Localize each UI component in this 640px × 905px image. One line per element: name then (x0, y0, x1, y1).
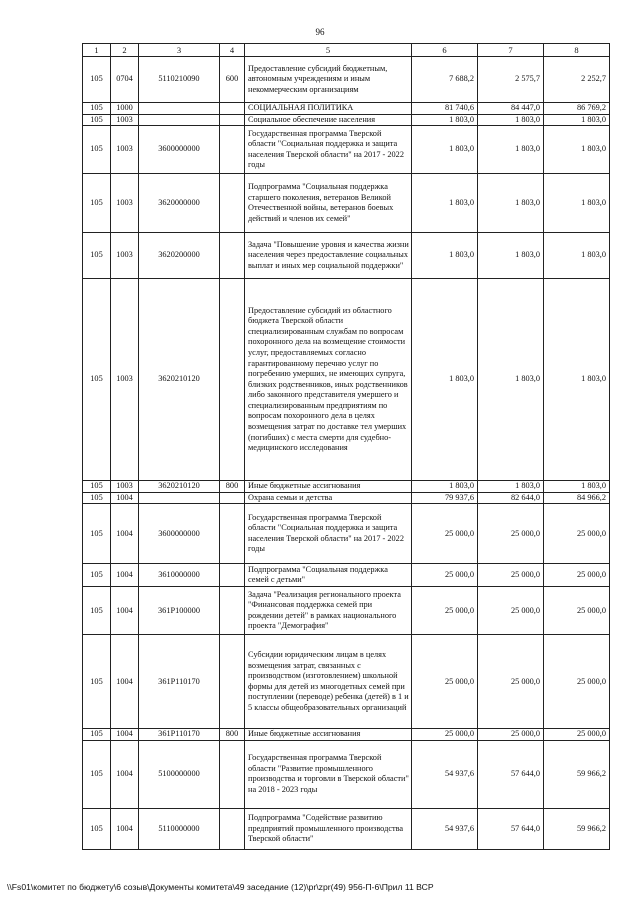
row-cell-c1: 105 (83, 492, 111, 504)
row-cell-c3 (139, 492, 220, 504)
table-row (83, 279, 610, 481)
row-cell-c4 (220, 504, 245, 564)
row-cell-v6: 25 000,0 (412, 504, 478, 564)
row-cell-c4 (220, 587, 245, 635)
row-cell-v6: 25 000,0 (412, 729, 478, 741)
row-cell-c3: 3620210120 (139, 279, 220, 481)
row-name-cell: Иные бюджетные ассигнования (245, 481, 412, 493)
row-cell-c4 (220, 233, 245, 279)
row-cell-v8: 1 803,0 (544, 126, 610, 174)
row-cell-c1: 105 (83, 808, 111, 849)
row-cell-c3 (139, 114, 220, 126)
row-cell-c2: 1004 (111, 808, 139, 849)
table-row (83, 481, 610, 493)
row-cell-c2: 1003 (111, 126, 139, 174)
row-cell-c1: 105 (83, 174, 111, 233)
row-cell-c2: 1003 (111, 114, 139, 126)
row-cell-v7: 57 644,0 (478, 808, 544, 849)
column-header: 7 (478, 44, 544, 57)
row-cell-v6: 54 937,6 (412, 740, 478, 808)
row-cell-v7: 2 575,7 (478, 57, 544, 103)
row-cell-c1: 105 (83, 57, 111, 103)
column-header: 5 (245, 44, 412, 57)
row-cell-c4 (220, 174, 245, 233)
row-cell-c1: 105 (83, 279, 111, 481)
row-cell-v8: 25 000,0 (544, 729, 610, 741)
row-cell-v6: 1 803,0 (412, 481, 478, 493)
row-cell-v8: 1 803,0 (544, 279, 610, 481)
row-name-cell: Государственная программа Тверской области "Социальная поддержка и защита населения Тверской области" на 2017 - 2022 годы (245, 126, 412, 174)
row-cell-c4: 600 (220, 57, 245, 103)
row-cell-c4 (220, 114, 245, 126)
row-cell-c2: 1004 (111, 729, 139, 741)
table-row (83, 808, 610, 849)
row-cell-c1: 105 (83, 126, 111, 174)
row-name-cell: Государственная программа Тверской области "Развитие промышленного производства и торговли в Тверской области" на 2018 - 2023 годы (245, 740, 412, 808)
row-cell-c1: 105 (83, 481, 111, 493)
row-cell-c2: 1004 (111, 635, 139, 729)
row-cell-v8: 59 966,2 (544, 740, 610, 808)
row-cell-c4 (220, 103, 245, 115)
row-name-cell: Подпрограмма "Содействие развитию предприятий промышленного производства Тверской области" (245, 808, 412, 849)
table-row (83, 504, 610, 564)
row-name-cell: Охрана семьи и детства (245, 492, 412, 504)
row-cell-c3: 3620000000 (139, 174, 220, 233)
row-cell-v8: 25 000,0 (544, 587, 610, 635)
table-row (83, 492, 610, 504)
row-cell-v8: 25 000,0 (544, 504, 610, 564)
row-cell-c1: 105 (83, 114, 111, 126)
row-cell-v6: 54 937,6 (412, 808, 478, 849)
row-cell-c4: 800 (220, 729, 245, 741)
row-name-cell: Предоставление субсидий бюджетным, автономным учреждениям и иным некоммерческим организациям (245, 57, 412, 103)
row-cell-c2: 1003 (111, 279, 139, 481)
row-cell-v6: 1 803,0 (412, 174, 478, 233)
budget-table (82, 43, 610, 850)
row-name-cell: Государственная программа Тверской области "Социальная поддержка и защита населения Тверской области" на 2017 - 2022 годы (245, 504, 412, 564)
row-cell-c1: 105 (83, 564, 111, 587)
row-cell-c3: 361P110170 (139, 729, 220, 741)
row-cell-c2: 1004 (111, 504, 139, 564)
row-cell-v6: 25 000,0 (412, 564, 478, 587)
column-header: 1 (83, 44, 111, 57)
row-cell-v6: 7 688,2 (412, 57, 478, 103)
table-row (83, 729, 610, 741)
column-header: 8 (544, 44, 610, 57)
row-cell-v7: 25 000,0 (478, 504, 544, 564)
row-name-cell: Предоставление субсидий из областного бюджета Тверской области специализированным службам по вопросам похоронного дела на возмещение стоимости услуг, предоставляемых согласно гарантированному перечню услуг по погребению умерших, не имеющих супруга, близких родственников, иных родственников либо законного представителя умершего и специализированным предприятиям по вопросам похоронного дела в целях возмещения затрат по доставке тел умерших (погибших) с места смерти для судебно-медицинского исследования (245, 279, 412, 481)
row-cell-v6: 1 803,0 (412, 279, 478, 481)
row-cell-c4 (220, 126, 245, 174)
row-cell-c4 (220, 635, 245, 729)
row-cell-v8: 25 000,0 (544, 635, 610, 729)
row-cell-v6: 81 740,6 (412, 103, 478, 115)
column-header: 6 (412, 44, 478, 57)
row-cell-v7: 25 000,0 (478, 729, 544, 741)
column-header: 4 (220, 44, 245, 57)
row-cell-c2: 1004 (111, 492, 139, 504)
row-cell-v7: 1 803,0 (478, 279, 544, 481)
row-cell-v6: 25 000,0 (412, 587, 478, 635)
row-name-cell: СОЦИАЛЬНАЯ ПОЛИТИКА (245, 103, 412, 115)
page-number: 96 (315, 27, 325, 37)
row-cell-c3: 5100000000 (139, 740, 220, 808)
table-row (83, 57, 610, 103)
row-cell-v7: 25 000,0 (478, 587, 544, 635)
row-cell-v7: 1 803,0 (478, 481, 544, 493)
table-row (83, 740, 610, 808)
row-cell-v7: 1 803,0 (478, 126, 544, 174)
row-cell-c3: 3600000000 (139, 504, 220, 564)
row-cell-c1: 105 (83, 740, 111, 808)
table-row (83, 103, 610, 115)
row-cell-v8: 59 966,2 (544, 808, 610, 849)
table-row (83, 587, 610, 635)
row-cell-c1: 105 (83, 587, 111, 635)
row-name-cell: Подпрограмма "Социальная поддержка старшего поколения, ветеранов Великой Отечественной войны, ветеранов боевых действий и членов их семей" (245, 174, 412, 233)
row-cell-c3: 3620210120 (139, 481, 220, 493)
row-cell-c3: 5110210090 (139, 57, 220, 103)
table-row (83, 635, 610, 729)
row-cell-c1: 105 (83, 635, 111, 729)
row-cell-c2: 1003 (111, 233, 139, 279)
row-cell-c1: 105 (83, 504, 111, 564)
row-cell-c3: 5110000000 (139, 808, 220, 849)
row-cell-c3: 361P110170 (139, 635, 220, 729)
row-cell-v7: 1 803,0 (478, 174, 544, 233)
row-name-cell: Задача "Реализация регионального проекта "Финансовая поддержка семей при рождении детей" в рамках национального проекта "Демография" (245, 587, 412, 635)
table-row (83, 126, 610, 174)
row-cell-c4 (220, 808, 245, 849)
row-cell-v7: 82 644,0 (478, 492, 544, 504)
row-cell-c4 (220, 279, 245, 481)
table-header-row (83, 44, 610, 57)
row-cell-c3: 361P100000 (139, 587, 220, 635)
row-cell-c1: 105 (83, 233, 111, 279)
row-cell-v7: 25 000,0 (478, 635, 544, 729)
table-row (83, 233, 610, 279)
table-body (83, 44, 610, 850)
row-cell-c3: 3620200000 (139, 233, 220, 279)
row-cell-v8: 1 803,0 (544, 114, 610, 126)
row-cell-c4 (220, 492, 245, 504)
row-cell-c1: 105 (83, 103, 111, 115)
row-cell-c3 (139, 103, 220, 115)
row-cell-c2: 1000 (111, 103, 139, 115)
table-row (83, 114, 610, 126)
row-cell-v8: 25 000,0 (544, 564, 610, 587)
row-cell-v6: 79 937,6 (412, 492, 478, 504)
row-cell-v8: 1 803,0 (544, 174, 610, 233)
row-cell-c4: 800 (220, 481, 245, 493)
row-cell-v8: 1 803,0 (544, 233, 610, 279)
row-cell-v7: 57 644,0 (478, 740, 544, 808)
row-cell-c3: 3610000000 (139, 564, 220, 587)
row-cell-v8: 84 966,2 (544, 492, 610, 504)
row-cell-v6: 1 803,0 (412, 114, 478, 126)
row-cell-c2: 1004 (111, 587, 139, 635)
row-cell-c1: 105 (83, 729, 111, 741)
row-cell-c2: 1004 (111, 740, 139, 808)
row-name-cell: Субсидии юридическим лицам в целях возмещения затрат, связанных с производством (изготовлением) школьной формы для детей из многодетных семей при поступлении (переводе) ребенка (детей) в 1 и 5 классы общеобразовательных организаций (245, 635, 412, 729)
row-cell-c2: 1003 (111, 481, 139, 493)
row-cell-v6: 1 803,0 (412, 233, 478, 279)
row-cell-v6: 25 000,0 (412, 635, 478, 729)
row-cell-v8: 1 803,0 (544, 481, 610, 493)
row-name-cell: Задача "Повышение уровня и качества жизни населения через предоставление социальных выплат и иных мер социальной поддержки" (245, 233, 412, 279)
row-cell-c4 (220, 740, 245, 808)
row-name-cell: Социальное обеспечение населения (245, 114, 412, 126)
table-row (83, 174, 610, 233)
row-cell-v7: 1 803,0 (478, 114, 544, 126)
row-cell-c2: 0704 (111, 57, 139, 103)
row-cell-v8: 2 252,7 (544, 57, 610, 103)
row-cell-v6: 1 803,0 (412, 126, 478, 174)
row-cell-v7: 1 803,0 (478, 233, 544, 279)
row-cell-c4 (220, 564, 245, 587)
file-path-footer: \\Fs01\комитет по бюджету\6 созыв\Документы комитета\49 заседание (12)\pr\zpr(49) 956-П-6\Прил 11 ВСР (7, 882, 434, 892)
row-cell-v7: 25 000,0 (478, 564, 544, 587)
row-name-cell: Подпрограмма "Социальная поддержка семей с детьми" (245, 564, 412, 587)
row-cell-v8: 86 769,2 (544, 103, 610, 115)
column-header: 3 (139, 44, 220, 57)
row-name-cell: Иные бюджетные ассигнования (245, 729, 412, 741)
row-cell-c2: 1004 (111, 564, 139, 587)
column-header: 2 (111, 44, 139, 57)
row-cell-c2: 1003 (111, 174, 139, 233)
row-cell-v7: 84 447,0 (478, 103, 544, 115)
table-row (83, 564, 610, 587)
row-cell-c3: 3600000000 (139, 126, 220, 174)
